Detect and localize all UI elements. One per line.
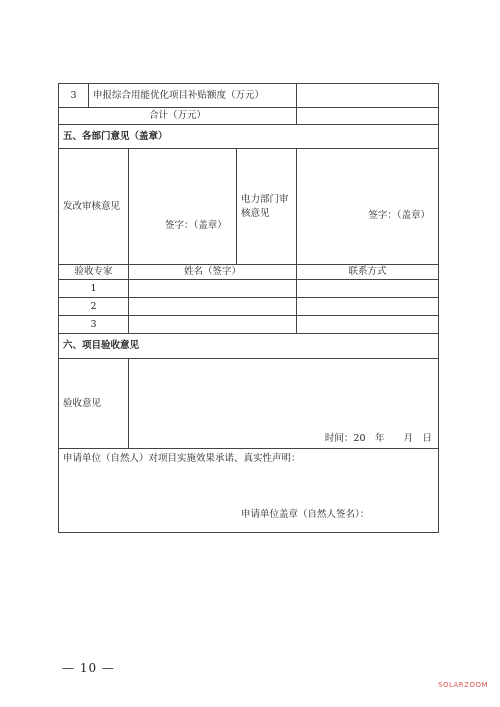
declaration-text: 申请单位（自然人）对项目实施效果承诺、真实性声明： bbox=[63, 453, 301, 464]
page-number: — 10 — bbox=[62, 661, 115, 675]
section5-title: 五、各部门意见（盖章） bbox=[59, 125, 439, 149]
ndrc-sign-label: 签字：（盖章） bbox=[165, 220, 227, 231]
expert-contact-cell[interactable] bbox=[297, 316, 439, 334]
name-header: 姓名（签字） bbox=[129, 265, 297, 280]
expert-number: 2 bbox=[59, 298, 129, 316]
funding-value-cell[interactable] bbox=[297, 84, 439, 108]
expert-contact-cell[interactable] bbox=[297, 298, 439, 316]
expert-contact-cell[interactable] bbox=[297, 280, 439, 298]
form-table bbox=[58, 83, 439, 533]
acceptance-date: 时间：20 年 月 日 bbox=[324, 433, 433, 444]
section5-title-row bbox=[59, 125, 439, 149]
total-label: 合计（万元） bbox=[59, 108, 297, 125]
expert-name-cell[interactable] bbox=[129, 298, 297, 316]
funding-row-3 bbox=[59, 84, 439, 108]
ndrc-opinion-cell[interactable] bbox=[129, 149, 237, 265]
power-label: 电力部门审核意见 bbox=[237, 149, 297, 265]
contact-header: 联系方式 bbox=[297, 265, 439, 280]
power-sign-label: 签字：（盖章） bbox=[368, 210, 431, 221]
section5-opinion-row bbox=[59, 149, 439, 265]
expert-row bbox=[59, 298, 439, 316]
expert-row bbox=[59, 280, 439, 298]
section6-title-row bbox=[59, 334, 439, 359]
acceptance-row bbox=[59, 359, 439, 449]
declaration-row bbox=[59, 449, 439, 533]
row-number: 3 bbox=[59, 84, 89, 108]
declaration-cell[interactable] bbox=[59, 449, 439, 533]
expert-name-cell[interactable] bbox=[129, 280, 297, 298]
acceptance-opinion-cell[interactable] bbox=[129, 359, 439, 449]
section6-title: 六、项目验收意见 bbox=[59, 334, 439, 359]
expert-number: 1 bbox=[59, 280, 129, 298]
application-form bbox=[58, 83, 438, 533]
expert-row bbox=[59, 316, 439, 334]
declaration-sign-label: 申请单位盖章（自然人签名）： bbox=[241, 509, 370, 520]
power-opinion-cell[interactable] bbox=[297, 149, 439, 265]
acceptance-label: 验收意见 bbox=[59, 359, 129, 449]
funding-label: 申报综合用能优化项目补贴额度（万元） bbox=[89, 84, 297, 108]
watermark-logo: SOLARZOOM bbox=[438, 681, 489, 689]
experts-header-row bbox=[59, 265, 439, 280]
funding-total-row bbox=[59, 108, 439, 125]
expert-name-cell[interactable] bbox=[129, 316, 297, 334]
ndrc-label: 发改审核意见 bbox=[59, 149, 129, 265]
total-value-cell[interactable] bbox=[297, 108, 439, 125]
expert-number: 3 bbox=[59, 316, 129, 334]
expert-header: 验收专家 bbox=[59, 265, 129, 280]
